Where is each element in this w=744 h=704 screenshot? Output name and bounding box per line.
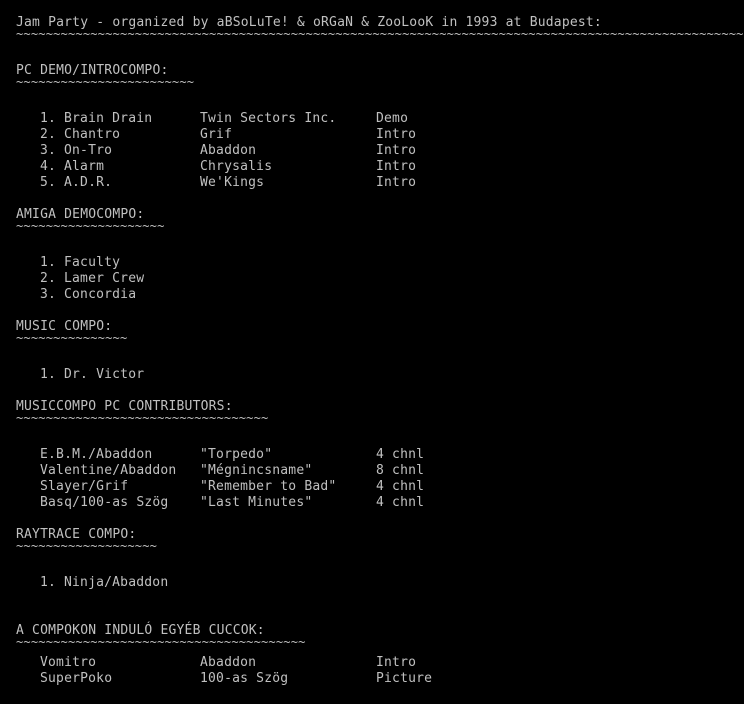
- contrib-channels: 4 chnl: [376, 495, 425, 510]
- contrib-author: Valentine/Abaddon: [40, 463, 177, 478]
- music-contrib-underline: ~~~~~~~~~~~~~~~~~~~~~~~~~~~~~~~~~~: [16, 411, 269, 425]
- row-number: 1.: [40, 111, 57, 126]
- entry-group: Abaddon: [200, 655, 257, 670]
- entry-group: 100-as Szög: [200, 671, 289, 686]
- pc-demo-heading: PC DEMO/INTROCOMPO:: [16, 63, 169, 78]
- entry-name: Faculty: [64, 255, 121, 270]
- row-number: 1.: [40, 255, 57, 270]
- contrib-author: E.B.M./Abaddon: [40, 447, 153, 462]
- other-heading: A COMPOKON INDULÓ EGYÉB CUCCOK:: [16, 623, 265, 638]
- row-number: 4.: [40, 159, 57, 174]
- row-number: 5.: [40, 175, 57, 190]
- amiga-demo-heading: AMIGA DEMOCOMPO:: [16, 207, 145, 222]
- contrib-title: "Torpedo": [200, 447, 273, 462]
- entry-name: Ninja/Abaddon: [64, 575, 169, 590]
- entry-group: Grif: [200, 127, 233, 142]
- row-number: 3.: [40, 143, 57, 158]
- entry-name: Alarm: [64, 159, 105, 174]
- amiga-demo-underline: ~~~~~~~~~~~~~~~~~~~~: [16, 219, 165, 233]
- music-contrib-heading: MUSICCOMPO PC CONTRIBUTORS:: [16, 399, 233, 414]
- entry-group: We'Kings: [200, 175, 265, 190]
- music-heading: MUSIC COMPO:: [16, 319, 113, 334]
- row-number: 2.: [40, 271, 57, 286]
- entry-name: Brain Drain: [64, 111, 153, 126]
- entry-name: Chantro: [64, 127, 121, 142]
- contrib-title: "Last Minutes": [200, 495, 313, 510]
- entry-group: Abaddon: [200, 143, 257, 158]
- raytrace-underline: ~~~~~~~~~~~~~~~~~~~: [16, 539, 158, 553]
- music-underline: ~~~~~~~~~~~~~~~: [16, 331, 128, 345]
- contrib-author: Basq/100-as Szög: [40, 495, 169, 510]
- entry-type: Intro: [376, 159, 417, 174]
- pc-demo-underline: ~~~~~~~~~~~~~~~~~~~~~~~~: [16, 75, 195, 89]
- entry-name: A.D.R.: [64, 175, 113, 190]
- entry-type: Intro: [376, 655, 417, 670]
- row-number: 1.: [40, 367, 57, 382]
- entry-type: Intro: [376, 175, 417, 190]
- contrib-title: "Mégnincsname": [200, 463, 313, 478]
- entry-name: Concordia: [64, 287, 137, 302]
- contrib-channels: 8 chnl: [376, 463, 425, 478]
- entry-group: Twin Sectors Inc.: [200, 111, 337, 126]
- row-number: 1.: [40, 575, 57, 590]
- row-number: 2.: [40, 127, 57, 142]
- contrib-channels: 4 chnl: [376, 447, 425, 462]
- entry-type: Intro: [376, 143, 417, 158]
- entry-name: Dr. Victor: [64, 367, 145, 382]
- contrib-author: Slayer/Grif: [40, 479, 129, 494]
- other-underline: ~~~~~~~~~~~~~~~~~~~~~~~~~~~~~~~~~~~~~~~: [16, 635, 306, 649]
- entry-type: Picture: [376, 671, 433, 686]
- entry-type: Demo: [376, 111, 409, 126]
- title-underline: ~~~~~~~~~~~~~~~~~~~~~~~~~~~~~~~~~~~~~~~~~~~~~~~~~~~~~~~~~~~~~~~~~~~~~~~~~~~~~~~~~~~~~~~~~~~~~~~~~~: [16, 27, 744, 41]
- entry-name: SuperPoko: [40, 671, 113, 686]
- entry-name: Lamer Crew: [64, 271, 145, 286]
- contrib-title: "Remember to Bad": [200, 479, 337, 494]
- row-number: 3.: [40, 287, 57, 302]
- contrib-channels: 4 chnl: [376, 479, 425, 494]
- entry-type: Intro: [376, 127, 417, 142]
- raytrace-heading: RAYTRACE COMPO:: [16, 527, 137, 542]
- entry-group: Chrysalis: [200, 159, 273, 174]
- entry-name: Vomitro: [40, 655, 97, 670]
- page-title: Jam Party - organized by aBSoLuTe! & oRGaN & ZooLooK in 1993 at Budapest:: [16, 15, 602, 30]
- entry-name: On-Tro: [64, 143, 113, 158]
